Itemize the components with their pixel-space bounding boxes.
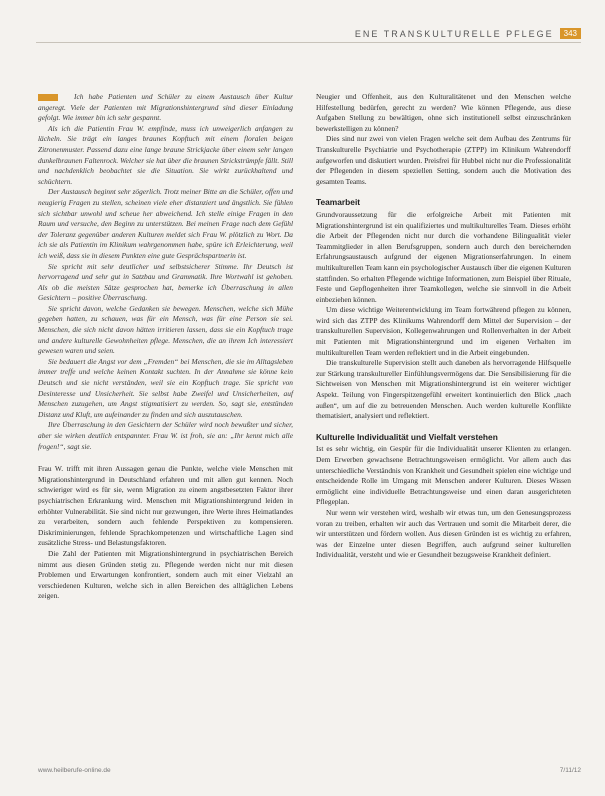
footer-issue: 7/11/12 [559,767,581,774]
page-footer [38,767,581,774]
footer-url[interactable]: www.heilberufe-online.de [38,767,111,774]
quote-paragraph: Als ich die Patientin Frau W. empfinde, muss ich unweigerlich anfangen zu lächeln. Sie trägt ein langes braunes Kopftuch mit einem floralen beigen Zitronenmuster. Passend dazu eine lange braune Strickjacke über einem sehr langen dunkelbraunen Faltenrock. Welcher sie hat über die braunen Strickstrümpfe fällt. Still und nachdenklich beobachtet sie die Situation. Sie wirkt zurückhaltend und schüchtern. [38,123,293,186]
body-paragraph: Frau W. trifft mit ihren Aussagen genau die Punkte, welche viele Menschen mit Migrationshintergrund in Deutschland erfahren und mit allen gut kennen. Noch schwieriger wird es für sie, wenn Migration zu einem angstbesetzten Faktor ihrer psychiatrischen Erkrankung wird. Menschen mit Migrationshintergrund leiden in erhöhter Vulnerabilität. Sie sind nicht nur gezwungen, ihre Werte ihres Heimatlandes zu verarbeiten, sondern auch fehlende Perspektiven zu kompensieren. Diskriminierungen, fehlende Sprachkompetenzen und wirtschaftliche Lagen sind zusätzliche Stress- und Belastungsfaktoren. [38,464,293,548]
left-column [38,92,293,602]
body-paragraph: Dies sind nur zwei von vielen Fragen welche seit dem Aufbau des Zentrums für Transkulturelle Psychiatrie und Psychotherapie (ZTPP) im Klinikum Wahrendorff aufgeworfen und diskutiert wurden. Preisfrei für Hubbel nicht nur die Professionalität der Pflegenden in diesem speziellen Setting, sondern auch die Motivation des gesamten Teams. [316,134,571,186]
quote-paragraph: Ich habe Patienten und Schüler zu einem Austausch über Kultur angeregt. Viele der Patienten mit Migrationshintergrund sind dieser Einladung gefolgt. Wie immer bin ich sehr gespannt. [38,92,293,123]
section-title: ENE TRANSKULTURELLE PFLEGE [354,28,554,39]
quote-marker-bar [38,94,58,101]
body-paragraph: Die Zahl der Patienten mit Migrationshintergrund in psychiatrischen Bereich nimmt aus diesen Gründen stetig zu. Pflegende werden nicht nur mit diesen Problemen und Erwartungen konfrontiert, sondern auch mit einer Vielzahl an verschiedenen Kulturen, welche sich in allen Bereichen des alltäglichen Lebens zeigen. [38,548,293,601]
body-paragraph: Grundvoraussetzung für die erfolgreiche Arbeit mit Patienten mit Migrationshintergrund ist ein qualifiziertes und multikulturelles Team. Dieses erhöht die Arbeit der Pflegenden nicht nur durch die vorhandene Bilingualität vieler Teammitglieder in allen Berufsgruppen, sondern auch durch den bereichernden Erfahrungsaustausch aufgrund der eigenen Migrationserfahrungen. In einem multikulturellen Team kann ein psychologischer Austausch über die eigenen Kulturen stattfinden. So erhalten Pflegende wichtige Informationen, zum Beispiel über Rituale, Feste und Gepflogenheiten ihrer Teamkollegen, welche sie sinnvoll in die Arbeit einbeziehen können. [316,209,571,304]
page-number-badge: 343 [560,28,581,39]
quote-paragraph: Der Austausch beginnt sehr zögerlich. Trotz meiner Bitte an die Schüler, offen und neugierig Fragen zu stellen, scheinen viele eher distanziert und ängstlich. Sie fühlen sich sichtbar unwohl und scheue her abweichend. Ich stelle einige Fragen in den Raum und versuche, den Beginn zu unterstützen. Bei meinen Frage nach dem Gefühl der Toleranz gegenüber anderen Kulturen meldet sich Frau W. plötzlich zu Wort. Da ich sie als Patientin im Klinikum wahrgenommen habe, spüre ich Erleichterung, weil ich weiß, dass sie in diesem Punkten eine gute Gesprächspartnerin ist. [38,187,293,260]
body-paragraph: Um diese wichtige Weiterentwicklung im Team fortwährend pflegen zu können, wird sich das ZTPP des Klinikums Wahrendorff dem Mittel der Supervision – der transkulturellen Supervision, Kollegenwahrungen und Rollenverhalten in der Arbeit mit Patienten mit Migrationshintergrund und im eigenen Verhalten im multikulturellen Team werden reflektiert und in die Arbeit eingebunden. [316,305,571,357]
right-column [316,92,571,561]
quote-paragraph: Sie spricht mit sehr deutlicher und selbstsicherer Stimme. Ihr Deutsch ist hervorragend und sehr gut in Satzbau und Grammatik. Ihre Wortwahl ist gehoben. Als ob die meisten Sätze gesprochen hat, bemerke ich Überraschung in allen Gesichtern – positive Überraschung. [38,261,293,303]
case-quote [38,92,293,452]
body-paragraph: Die transkulturelle Supervision stellt auch daneben als hervorragende Hilfsquelle zur Stärkung transkultureller Einfühlungsvermögens dar. Die Sensibilisierung für die Sichtweisen von Menschen mit Migrationshintergrund ist ein weiterer wichtiger Aspekt. Teilung von Fingerspitzengefühl erweitert kontinuierlich den Blick „nach außen“, um auf die zu betreuenden Menschen. Auch werden kulturelle Konflikte thematisiert, analysiert und reflektiert. [316,358,571,421]
quote-paragraph: Sie bedauert die Angst vor dem „Fremden“ bei Menschen, die sie im Alltagsleben immer treffe und welche keinen Kontakt suchten. In der Annahme sie könne kein Deutsch und sie nicht verständen, weil sie ein Kopftuch trage. Sie spricht von Desinteresse und Unsicherheit. Sie selbst habe Zweifel und Unsicherheiten, auf Menschen zuzugehen, um Angst stigmatisiert zu werden. So, sagt sie, entstünden Distanz und Kluft, um aufeinander zu finden und sich auszutauschen. [38,356,293,419]
body-paragraph: Ist es sehr wichtig, ein Gespür für die Individualität unserer Klienten zu erlangen. Dem Erwerben gewachsene Betrachtungsweisen ermöglicht. Vor allem auch das unterschiedliche Verständnis von Krankheit und Gesundheit spielen eine wichtige und entscheidende Rolle im Umgang mit Menschen anderer Kulturen. Dieses Wissen ermöglicht eine individuelle Betrachtungsweise und einen daran ausgerichteten Pflegeplan. [316,444,571,507]
quote-paragraph: Ihre Überraschung in den Gesichtern der Schüler wird noch bewußter und sicher, aber sie wirken deutlich entspannter. Frau W. ist froh, sie an: „Ihr kennt mich alle frogen!“, sagt sie. [38,420,293,451]
body-paragraph: Nur wenn wir verstehen wird, weshalb wir etwas tun, um den Genesungsprozess voran zu treiben, erhalten wir auch das Vertrauen und somit die Mitarbeit derer, die wir unterstützen und fördern wollen. Aus diesen Gründen ist es wichtig zu erfahren, was der Einzelne unter diesen Begriffen, auch aufgrund seiner kulturellen Individualität, versteht und wie er Gesundheit bezugsweise Krankheit definiert. [316,507,571,560]
body-text [38,464,293,602]
header-rule [36,42,581,43]
section-heading-kulturelle-individualitaet: Kulturelle Individualität und Vielfalt verstehen [316,431,498,442]
body-paragraph: Neugier und Offenheit, aus den Kulturalitätenet und den Menschen welche Hilfestellung bedürfen, gerecht zu werden? Wie können Pflegende, aus diese Aufgaben Stellung zu bewältigen, ohne sich institutionell selbst einzuschränken bewerkstelligen zu können? [316,92,571,133]
running-header [355,28,581,39]
quote-paragraph: Sie spricht davon, welche Gedanken sie bewegen. Menschen, welche sich Mühe gegeben hatten, zu schauen, was für ein Mensch, was für eine Person sie sei. Menschen, die sich nicht davon hätten irritieren lassen, dass sie ein Kopftuch trage und andere kulturelle Gewohnheiten pflege. Menschen, die an ihrem Ich interessiert gewesen waren und seien. [38,303,293,356]
section-heading-teamarbeit: Teamarbeit [316,197,361,208]
